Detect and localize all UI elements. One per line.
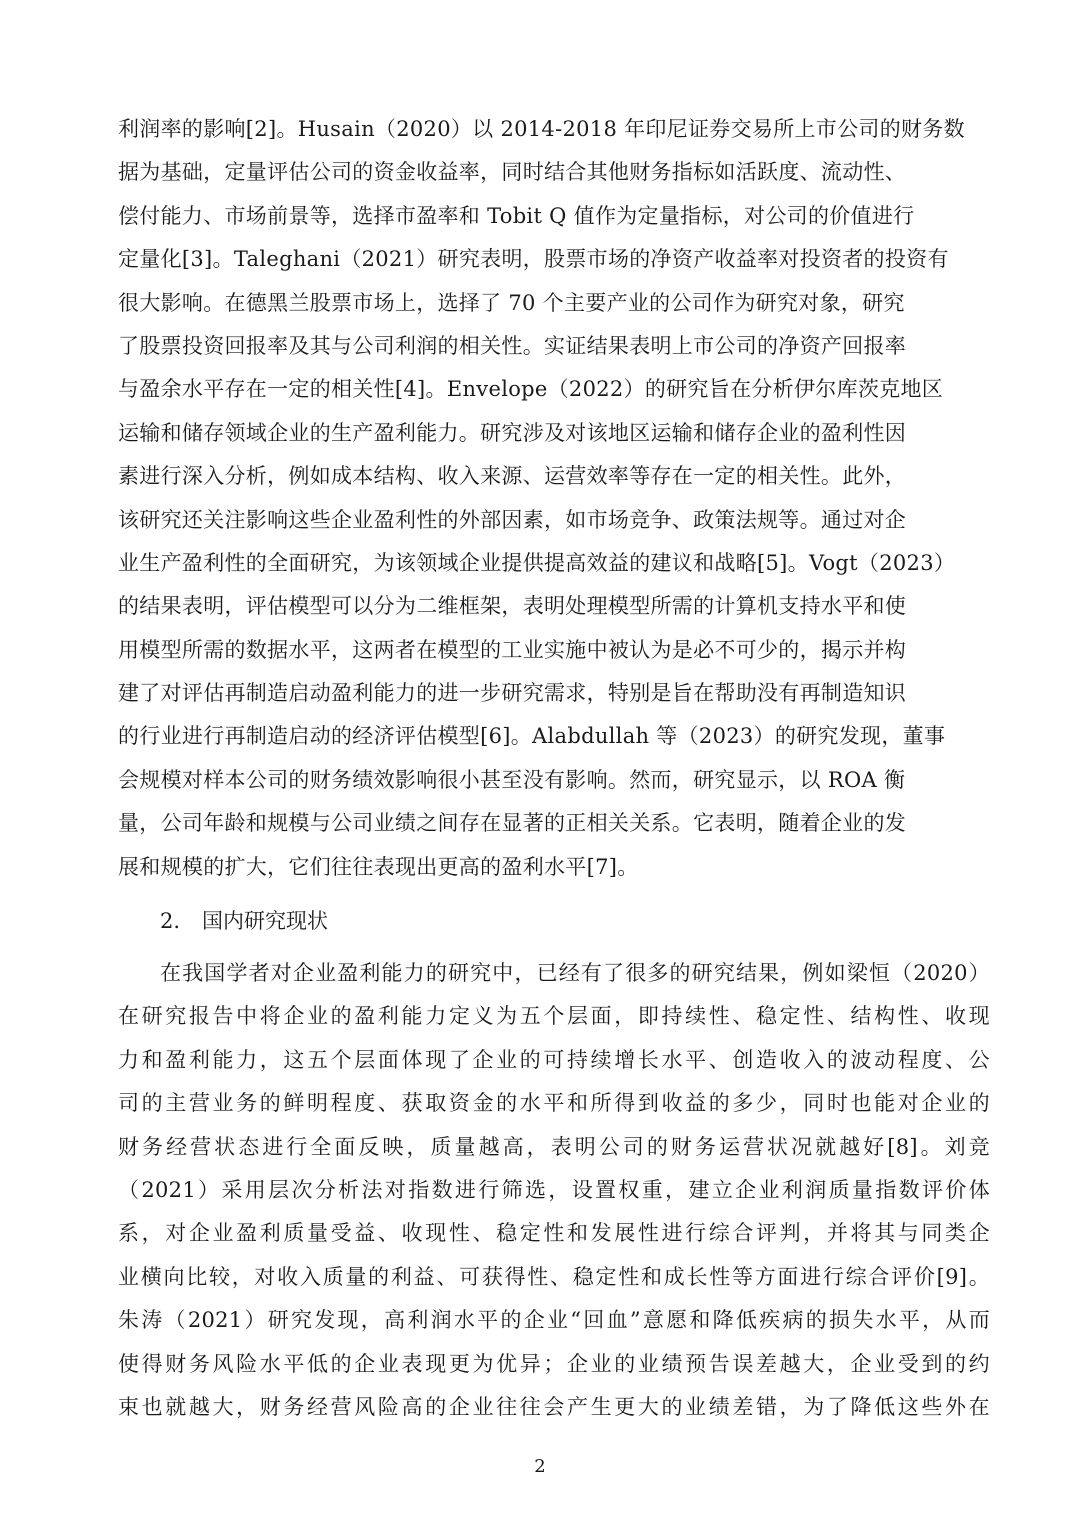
text-line: 展和规模的扩大，它们往往表现出更高的盈利水平[7]。 [118, 854, 639, 879]
text-line: 的结果表明，评估模型可以分为二维框架，表明处理模型所需的计算机支持水平和使 [118, 594, 907, 619]
text-line: 在我国学者对企业盈利能力的研究中，已经有了很多的研究结果，例如梁恒（2020） [160, 961, 990, 985]
text-line: 利润率的影响[2]。Husain（2020）以 2014-2018 年印尼证券交易所上市公司的财务数 [118, 117, 965, 141]
text-line: 业横向比较，对收入质量的利益、可获得性、稳定性和成长性等方面进行综合评价[9]。 [118, 1264, 990, 1289]
section-title: 国内研究现状 [202, 909, 329, 933]
text-line: 该研究还关注影响这些企业盈利性的外部因素，如市场竞争、政策法规等。通过对企 [118, 507, 907, 532]
text-line: 司的主营业务的鲜明程度、获取资金的水平和所得到收益的多少，同时也能对企业的 [118, 1091, 990, 1116]
text-line: 与盈余水平存在一定的相关性[4]。Envelope（2022）的研究旨在分析伊尔库茨克地区 [118, 377, 944, 402]
text-line: 运输和储存领域企业的生产盈利能力。研究涉及对该地区运输和储存企业的盈利性因 [118, 420, 907, 445]
section-number: 2. [160, 909, 181, 933]
text-line: 会规模对样本公司的财务绩效影响很小甚至没有影响。然而，研究显示，以 ROA 衡 [118, 767, 906, 792]
text-line: （2021）采用层次分析法对指数进行筛选，设置权重，建立企业利润质量指数评价体 [118, 1177, 990, 1202]
text-line: 量，公司年龄和规模与公司业绩之间存在显著的正相关关系。它表明，随着企业的发 [118, 811, 907, 836]
text-line: 束也就越大，财务经营风险高的企业往往会产生更大的业绩差错，为了降低这些外在 [118, 1394, 990, 1419]
text-line: 了股票投资回报率及其与公司利润的相关性。实证结果表明上市公司的净资产回报率 [118, 333, 907, 358]
text-line: 素进行深入分析，例如成本结构、收入来源、运营效率等存在一定的相关性。此外， [118, 464, 907, 489]
page-number: 2 [534, 1456, 546, 1477]
paragraph-domestic-research [118, 952, 990, 1429]
text-line: 在研究报告中将企业的盈利能力定义为五个层面，即持续性、稳定性、结构性、收现 [118, 1004, 990, 1029]
text-line: 财务经营状态进行全面反映，质量越高，表明公司的财务运营状况就越好[8]。刘竞 [118, 1134, 990, 1159]
text-line: 使得财务风险水平低的企业表现更为优异；企业的业绩预告误差越大，企业受到的约 [118, 1351, 990, 1376]
text-line: 业生产盈利性的全面研究，为该领域企业提供提高效益的建议和战略[5]。Vogt（2023） [118, 550, 956, 575]
text-line: 的行业进行再制造启动的经济评估模型[6]。Alabdullah 等（2023）的研究发现，董事 [118, 724, 946, 749]
text-line: 朱涛（2021）研究发现，高利润水平的企业“回血”意愿和降低疾病的损失水平，从而 [118, 1308, 990, 1333]
text-line: 力和盈利能力，这五个层面体现了企业的可持续增长水平、创造收入的波动程度、公 [118, 1047, 990, 1072]
paragraph-international-research [118, 108, 990, 889]
text-line: 用模型所需的数据水平，这两者在模型的工业实施中被认为是必不可少的，揭示并构 [118, 637, 907, 662]
text-line: 偿付能力、市场前景等，选择市盈率和 Tobit Q 值作为定量指标，对公司的价值进行 [118, 203, 915, 228]
text-line: 据为基础，定量评估公司的资金收益率，同时结合其他财务指标如活跃度、流动性、 [118, 160, 907, 185]
text-line: 很大影响。在德黑兰股票市场上，选择了 70 个主要产业的公司作为研究对象，研究 [118, 290, 905, 315]
text-line: 建了对评估再制造启动盈利能力的进一步研究需求，特别是旨在帮助没有再制造知识 [118, 681, 907, 706]
text-line: 定量化[3]。Taleghani（2021）研究表明，股票市场的净资产收益率对投资者的投资有 [118, 247, 949, 272]
text-line: 系，对企业盈利质量受益、收现性、稳定性和发展性进行综合评判，并将其与同类企 [118, 1221, 990, 1246]
section-heading [160, 900, 328, 943]
